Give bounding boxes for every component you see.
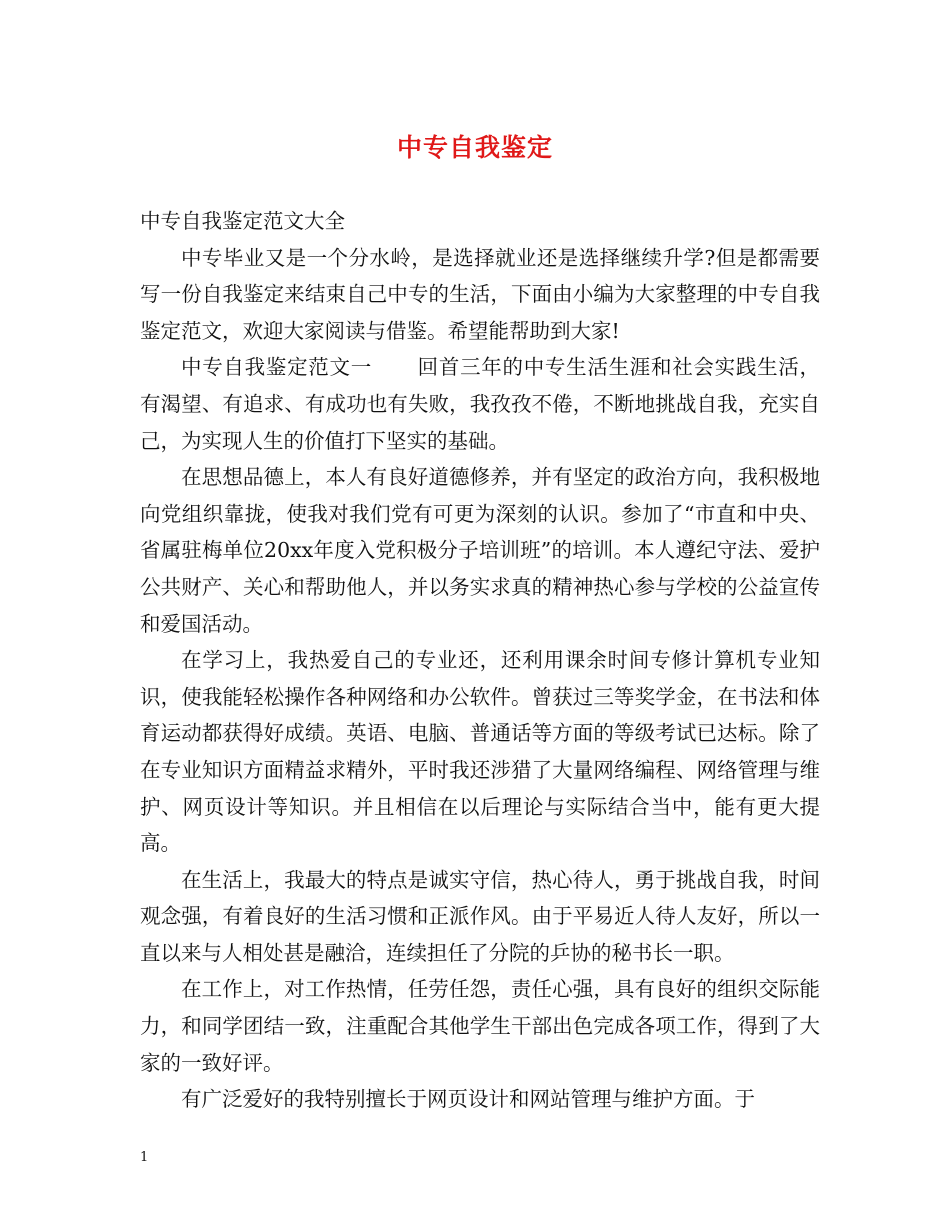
sample-paragraph (140, 349, 820, 459)
sample-opening: 回首三年的中专生活生涯和社会实践生活，有渴望、有追求、有成功也有失败，我孜孜不倦，不断地挑战自我，充实自己，为实现人生的价值打下坚实的基础。 (140, 355, 821, 453)
body-paragraph-study: 在学习上，我热爱自己的专业还，还利用课余时间专修计算机专业知识，使我能轻松操作各种网络和办公软件。曾获过三等奖学金，在书法和体育运动都获得好成绩。英语、电脑、普通话等方面的等级考试已达标。除了在专业知识方面精益求精外，平时我还涉猎了大量网络编程、网络管理与维护、网页设计等知识。并且相信在以后理论与实际结合当中，能有更大提高。 (140, 648, 820, 856)
intro-paragraph: 中专毕业又是一个分水岭，是选择就业还是选择继续升学?但是都需要写一份自我鉴定来结束自己中专的生活，下面由小编为大家整理的中专自我鉴定范文，欢迎大家阅读与借鉴。希望能帮助到大家! (140, 245, 820, 343)
body-paragraph-ideology: 在思想品德上，本人有良好道德修养，并有坚定的政治方向，我积极地向党组织靠拢，使我对我们党有可更为深刻的认识。参加了“市直和中央、省属驻梅单位20xx年度入党积极分子培训班”的培训。本人遵纪守法、爱护公共财产、关心和帮助他人，并以务实求真的精神热心参与学校的公益宣传和爱国活动。 (140, 465, 820, 636)
page-number: 1 (140, 1150, 149, 1165)
document-subtitle: 中专自我鉴定范文大全 (140, 209, 345, 233)
sample-heading: 中专自我鉴定范文一 (181, 355, 372, 380)
document-body (140, 203, 820, 1118)
body-paragraph-life: 在生活上，我最大的特点是诚实守信，热心待人，勇于挑战自我，时间观念强，有着良好的生活习惯和正派作风。由于平易近人待人友好，所以一直以来与人相处甚是融洽，连续担任了分院的乒协的秘书长一职。 (140, 867, 820, 965)
document-title: 中专自我鉴定 (396, 133, 553, 162)
body-paragraph-work: 在工作上，对工作热情，任劳任怨，责任心强，具有良好的组织交际能力，和同学团结一致，注重配合其他学生干部出色完成各项工作，得到了大家的一致好评。 (140, 977, 820, 1075)
body-paragraph-hobbies: 有广泛爱好的我特别擅长于网页设计和网站管理与维护方面。于 (181, 1087, 755, 1112)
